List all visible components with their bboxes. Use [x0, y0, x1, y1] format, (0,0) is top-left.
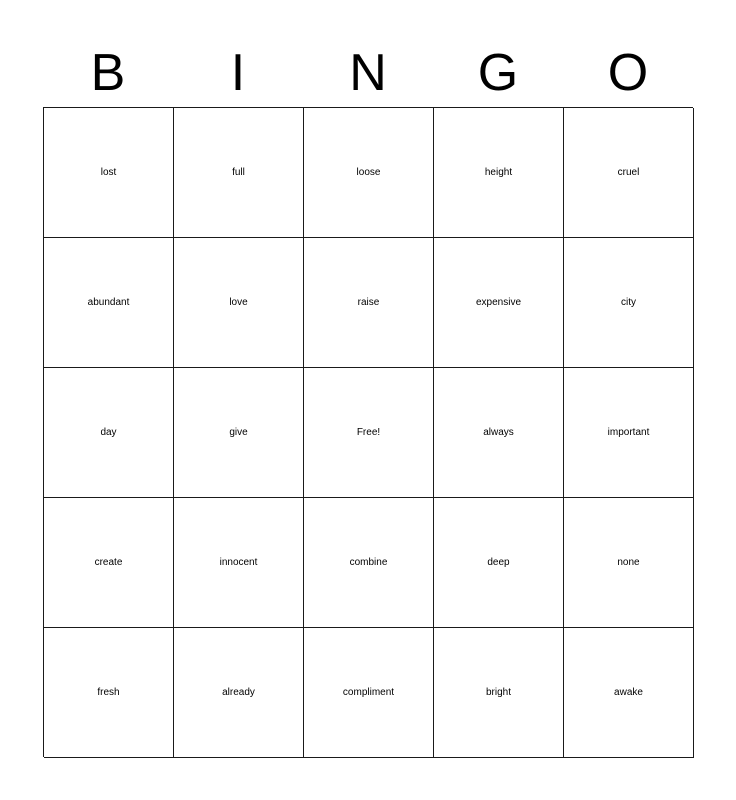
bingo-cell[interactable]: day [44, 368, 174, 498]
bingo-cell[interactable]: city [564, 238, 694, 368]
bingo-cell[interactable]: give [174, 368, 304, 498]
bingo-cell[interactable]: abundant [44, 238, 174, 368]
header-letter-i: I [230, 44, 246, 102]
bingo-cell[interactable]: expensive [434, 238, 564, 368]
bingo-grid [43, 107, 693, 757]
bingo-cell[interactable]: fresh [44, 628, 174, 758]
bingo-cell[interactable]: create [44, 498, 174, 628]
bingo-cell[interactable]: raise [304, 238, 434, 368]
bingo-cell[interactable]: awake [564, 628, 694, 758]
bingo-cell[interactable]: always [434, 368, 564, 498]
header-letter-o: O [607, 44, 649, 102]
bingo-cell[interactable]: full [174, 108, 304, 238]
bingo-cell[interactable]: lost [44, 108, 174, 238]
bingo-cell[interactable]: innocent [174, 498, 304, 628]
bingo-cell[interactable]: combine [304, 498, 434, 628]
bingo-header [43, 40, 693, 106]
bingo-cell[interactable]: love [174, 238, 304, 368]
header-letter-g: G [477, 44, 519, 102]
bingo-cell[interactable]: important [564, 368, 694, 498]
bingo-cell[interactable]: deep [434, 498, 564, 628]
free-space-cell[interactable]: Free! [304, 368, 434, 498]
header-letter-n: N [349, 44, 387, 102]
bingo-cell[interactable]: bright [434, 628, 564, 758]
bingo-cell[interactable]: cruel [564, 108, 694, 238]
bingo-cell[interactable]: compliment [304, 628, 434, 758]
bingo-cell[interactable]: already [174, 628, 304, 758]
bingo-cell[interactable]: loose [304, 108, 434, 238]
bingo-cell[interactable]: none [564, 498, 694, 628]
header-letter-b: B [90, 44, 126, 102]
bingo-cell[interactable]: height [434, 108, 564, 238]
